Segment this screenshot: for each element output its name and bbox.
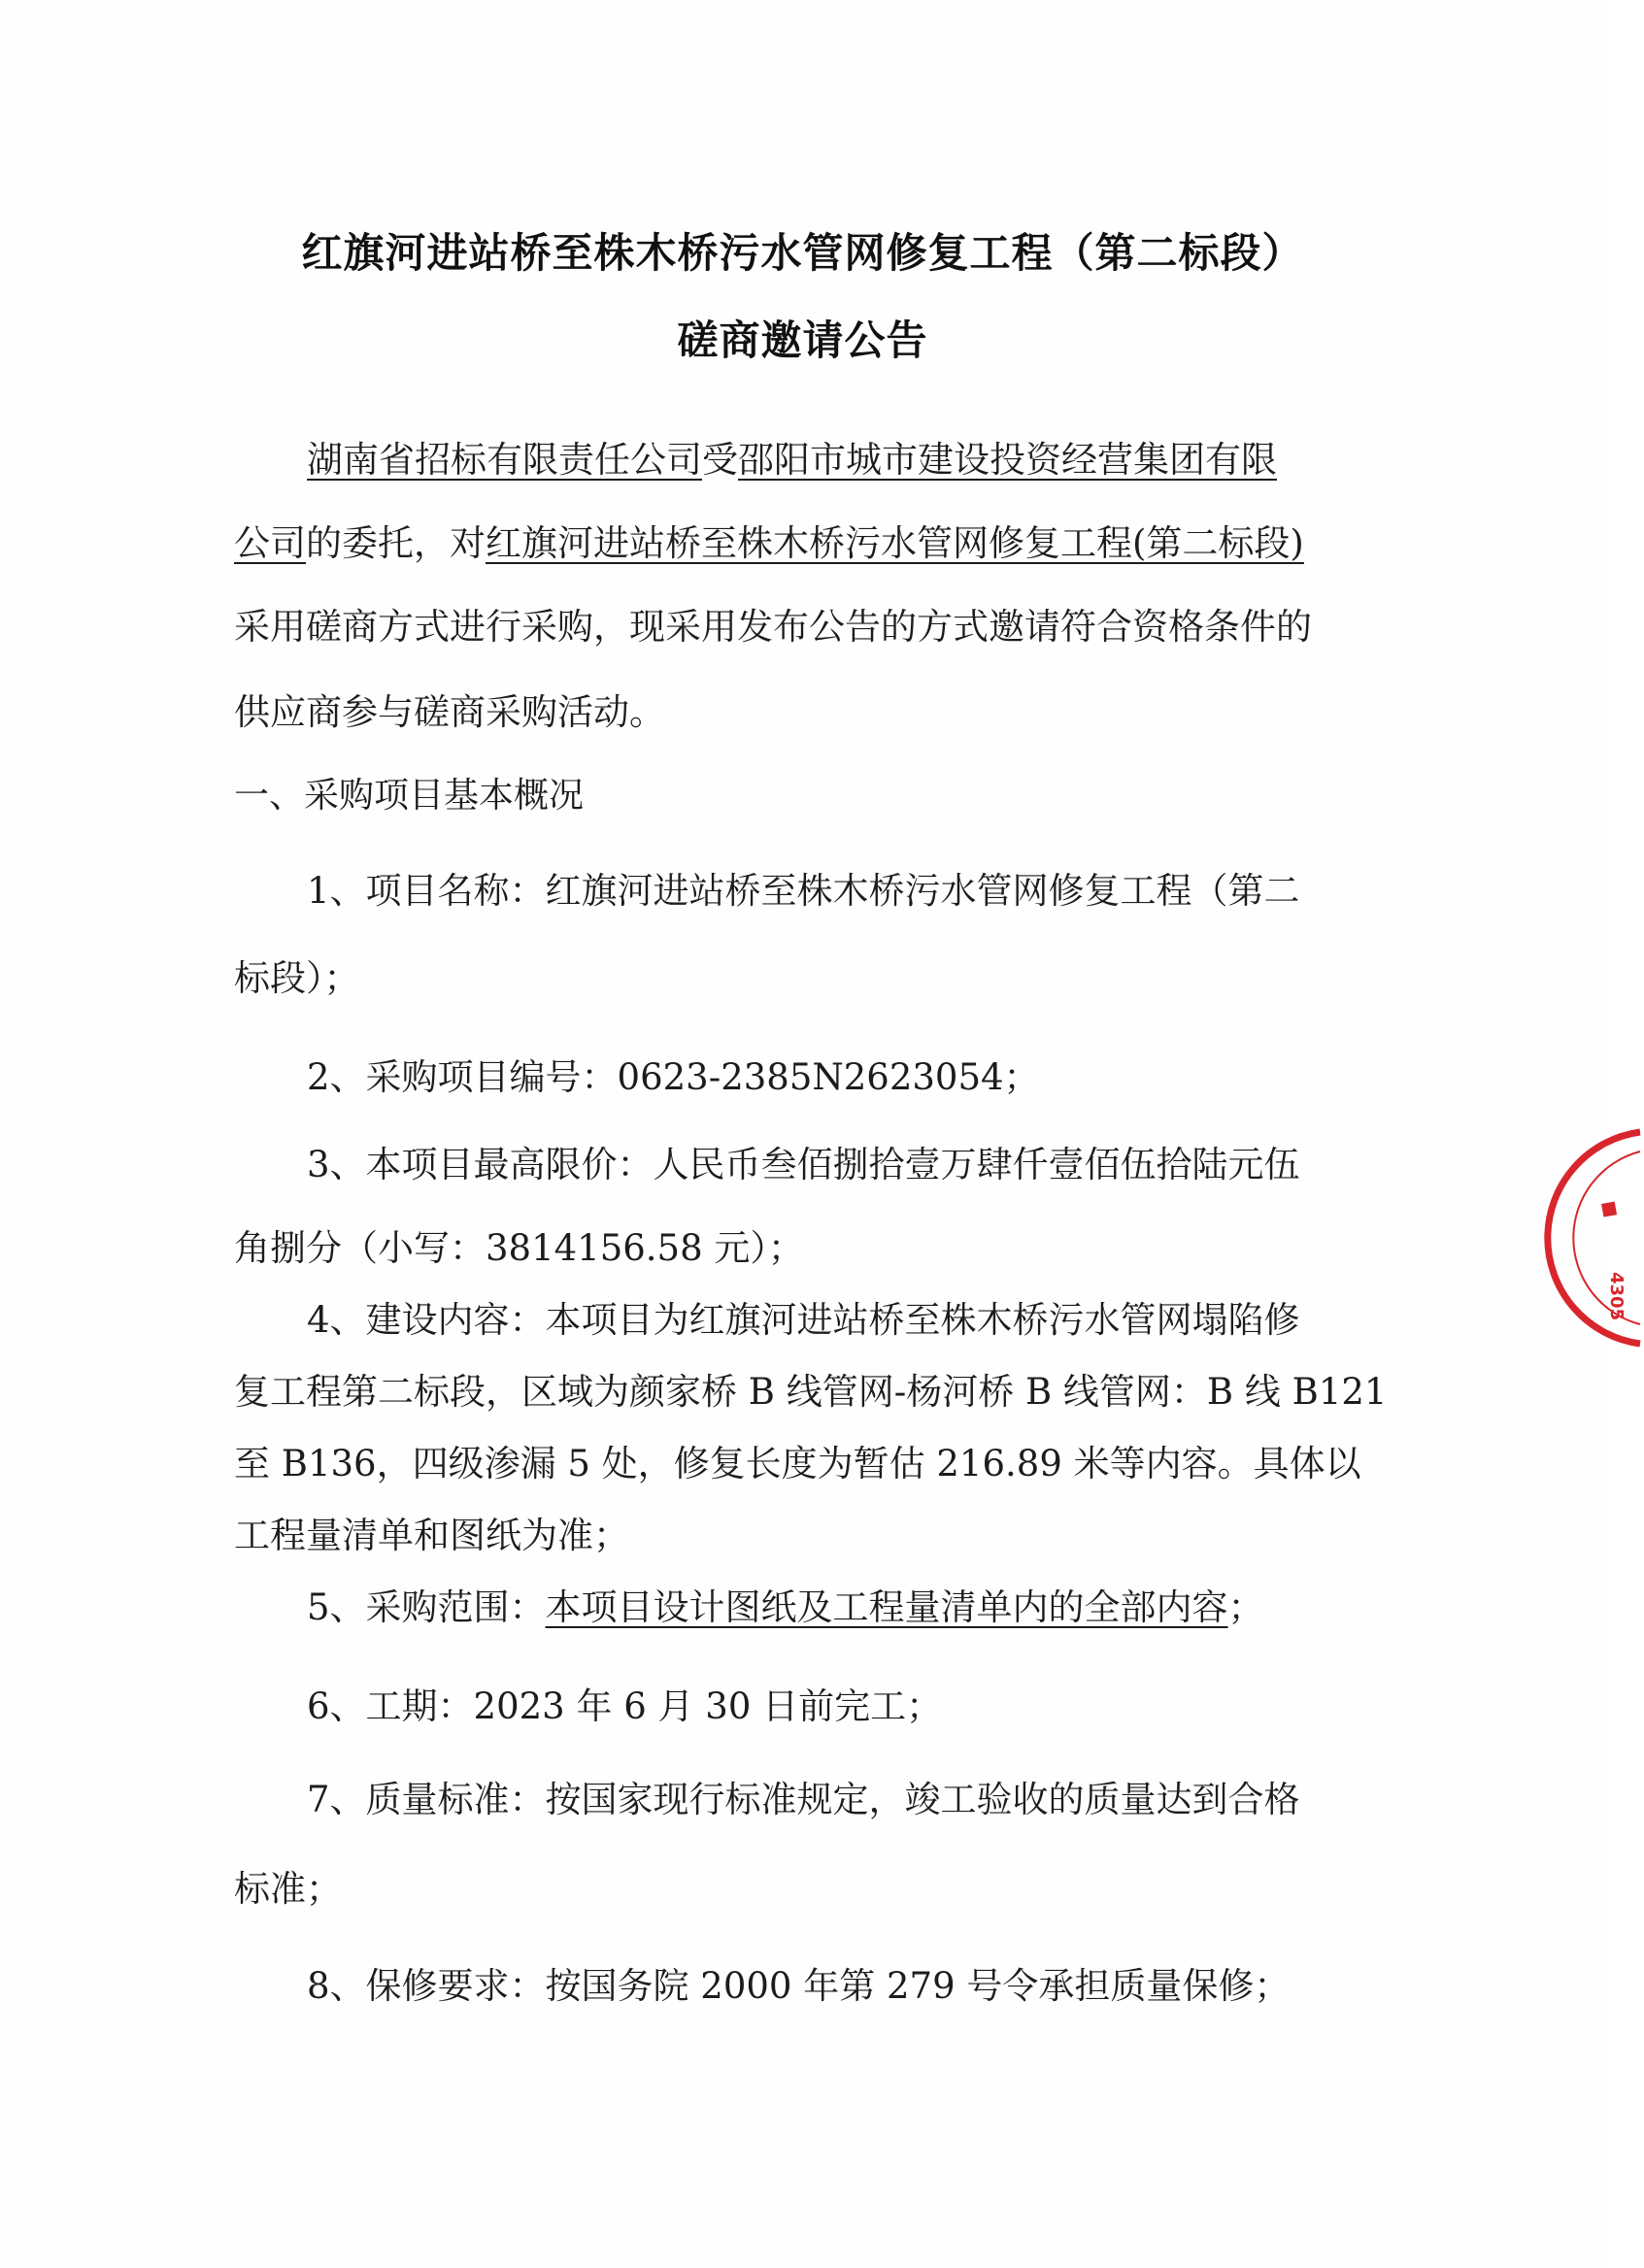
item-4-line-4: 工程量清单和图纸为准； (234, 1515, 629, 1556)
item-1-line-2: 标段）； (234, 957, 360, 999)
project-name: 红旗河进站桥至株木桥污水管网修复工程(第二标段) (486, 522, 1304, 564)
svg-text:■: ■ (1598, 1199, 1622, 1219)
client-name-part-1: 邵阳市城市建设投资经营集团有限 (738, 439, 1277, 481)
item-2: 2、采购项目编号：0623-2385N2623054； (307, 1056, 1040, 1098)
item-7-line-1: 7、质量标准：按国家现行标准规定，竣工验收的质量达到合格 (307, 1779, 1300, 1820)
item-4-line-2: 复工程第二标段，区域为颜家桥 B 线管网-杨河桥 B 线管网：B 线 B121 (234, 1371, 1388, 1413)
item-5-value: 本项目设计图纸及工程量清单内的全部内容 (545, 1586, 1228, 1628)
item-5-label: 5、采购范围： (307, 1586, 546, 1628)
intro-text: 受 (702, 439, 738, 481)
item-8: 8、保修要求：按国务院 2000 年第 279 号令承担质量保修； (307, 1965, 1291, 2007)
item-4-line-1: 4、建设内容：本项目为红旗河进站桥至株木桥污水管网塌陷修 (307, 1299, 1300, 1341)
document-title-line-2: 磋商邀请公告 (677, 317, 928, 364)
intro-text: 的委托，对 (306, 522, 486, 564)
section-heading: 一、采购项目基本概况 (234, 776, 585, 816)
seal-stamp (1555, 1126, 1644, 1350)
agent-name: 湖南省招标有限责任公司 (307, 439, 702, 481)
item-3-line-1: 3、本项目最高限价：人民币叁佰捌拾壹万肆仟壹佰伍拾陆元伍 (307, 1144, 1300, 1185)
document-title-line-1: 红旗河进站桥至株木桥污水管网修复工程（第二标段） (301, 229, 1304, 277)
intro-line-1 (307, 439, 1277, 482)
item-1-line-1: 1、项目名称：红旗河进站桥至株木桥污水管网修复工程（第二 (307, 870, 1300, 912)
item-7-line-2: 标准； (234, 1868, 342, 1910)
item-3-line-2: 角捌分（小写：3814156.58 元）； (234, 1227, 804, 1269)
svg-text:4305: 4305 (1606, 1272, 1627, 1321)
intro-line-4: 供应商参与磋商采购活动。 (234, 691, 665, 733)
item-6: 6、工期：2023 年 6 月 30 日前完工； (307, 1685, 943, 1727)
item-4-line-3: 至 B136，四级渗漏 5 处，修复长度为暂估 216.89 米等内容。具体以 (234, 1443, 1361, 1484)
item-5-suffix: ； (1227, 1586, 1264, 1628)
item-5 (307, 1586, 1264, 1629)
intro-line-2 (234, 522, 1304, 565)
intro-line-3: 采用磋商方式进行采购，现采用发布公告的方式邀请符合资格条件的 (234, 606, 1312, 648)
client-name-part-2: 公司 (234, 522, 306, 564)
